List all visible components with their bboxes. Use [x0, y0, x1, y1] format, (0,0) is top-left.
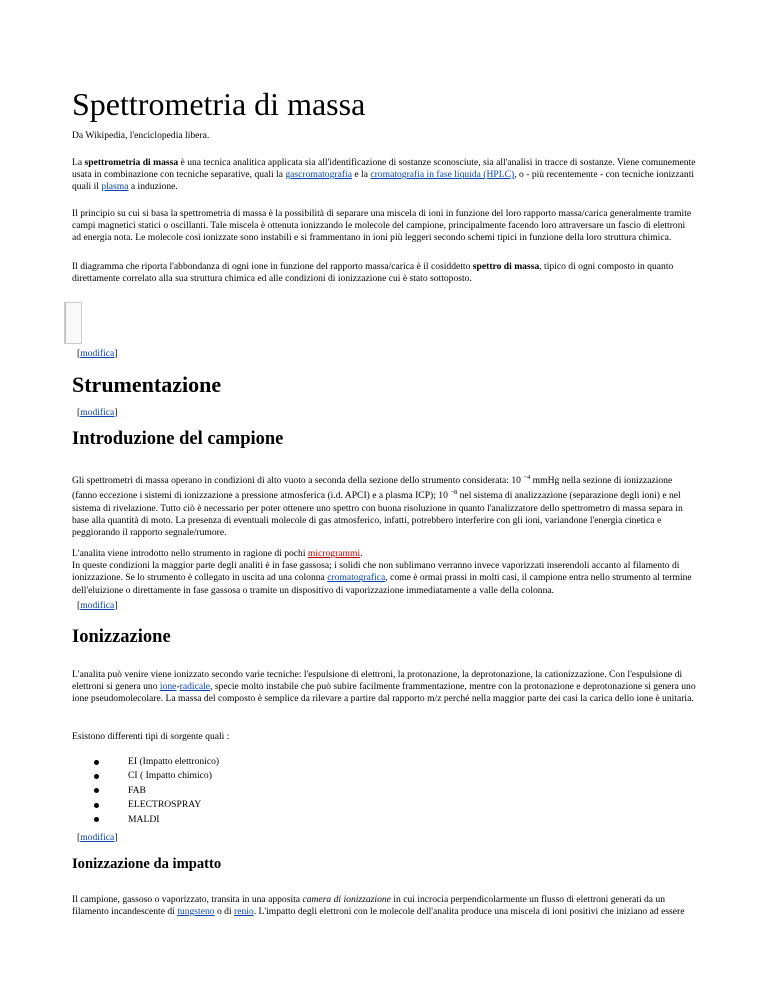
edit-link-container: [modifica]: [77, 407, 118, 418]
impatto-paragraph-1: Il campione, gassoso o vaporizzato, transita in una apposita camera di ionizzazione in cui incrocia perpendicolarmente un flusso di elettroni generati da un filamento incandescente di tungsteno o di renio. L'impatto degli elettroni con le molecole dell'analita produce una miscela di ioni positivi che iniziano ad essere: [72, 894, 685, 918]
link-cromatografica[interactable]: cromatografica: [327, 572, 386, 584]
link-tungsteno[interactable]: tungsteno: [177, 906, 215, 918]
bullet-icon: [94, 817, 99, 822]
link-hplc[interactable]: cromatografia in fase liquida (HPLC): [370, 169, 515, 181]
bold-term: spettrometria di massa: [84, 157, 179, 168]
edit-link[interactable]: modifica: [80, 348, 115, 359]
edit-link[interactable]: modifica: [80, 832, 115, 843]
bullet-icon: [94, 760, 99, 765]
list-item: FAB: [72, 784, 372, 798]
ionizzazione-paragraph-2: Esistono differenti tipi di sorgente quali :: [72, 731, 230, 742]
link-gascromatografia[interactable]: gascromatografia: [285, 169, 352, 181]
introduzione-paragraph-2: L'analita viene introdotto nello strumento in ragione di pochi microgrammi. In queste condizioni la maggior parte degli analiti è in fase gassosa; i solidi che non sublimano verranno invece vaporizzati inserendoli accanto al filamento di ionizzazione. Se lo strumento è collegato in uscita ad una colonna cromatografica, come è ormai prassi in molti casi, il campione entra nello strumento al termine dell'eluizione o direttamente in fase gassosa o tramite un dispositivo di vaporizzazione immediatamente a valle della colonna.: [72, 548, 692, 596]
section-heading-impatto: Ionizzazione da impatto: [72, 856, 222, 872]
intro-paragraph-3: Il diagramma che riporta l'abbondanza di ogni ione in funzione del rapporto massa/carica è il cosiddetto spettro di massa, tipico di ogni composto in quanto direttamente correlato alla sua struttura chimica ed alle condizioni di ionizzazione cui è stato sottoposto.: [72, 261, 674, 285]
section-heading-strumentazione: Strumentazione: [72, 372, 222, 397]
image-placeholder: [64, 302, 82, 344]
link-microgrammi[interactable]: microgrammi: [307, 548, 361, 559]
edit-link-container: [modifica]: [77, 832, 118, 843]
ionizzazione-paragraph-1: L'analita può venire viene ionizzato secondo varie tecniche: l'espulsione di elettroni, la protonazione, la deprotonazione, la cationizzazione. Con l'espulsione di elettroni si genera uno ione-radicale, specie molto instabile che può subire facilmente frammentazione, mentre con la protonazione e deprotonazione si genera uno ione pseudomolecolare. La massa del composto è semplice da rilevare a partire dal rapporto m/z perché nella maggior parte dei casi la carica dello ione è unitaria.: [72, 669, 696, 705]
page-title: Spettrometria di massa: [72, 86, 366, 122]
bullet-icon: [94, 803, 99, 808]
list-item: MALDI: [72, 813, 372, 827]
list-item: EI (Impatto elettronico): [72, 755, 372, 769]
bold-term: spettro di massa: [472, 261, 540, 272]
list-item: CI ( Impatto chimico): [72, 769, 372, 783]
edit-link-container: [modifica]: [77, 600, 118, 611]
link-ione[interactable]: ione: [159, 681, 177, 693]
sources-list: [72, 755, 372, 827]
link-renio[interactable]: renio: [234, 906, 254, 918]
section-heading-introduzione: Introduzione del campione: [72, 429, 284, 449]
link-radicale[interactable]: radicale: [179, 681, 211, 693]
edit-link-container: [modifica]: [77, 348, 118, 359]
introduzione-paragraph-1: Gli spettrometri di massa operano in condizioni di alto vuoto a seconda della sezione dello strumento considerata: 10 $^{-4}$ mmHg nella sezione di ionizzazione (fanno eccezione i sistemi di ionizzazione a pressione atmosferica (i.d. APCI) e a plasma ICP); 10 $^{-8}$ nel sistema di analizzazione (separazione degli ioni) e nel sistema di rivelazione. Tutto ciò è necessario per poter ottenere uno spettro con buona risoluzione in quanto l'analizzatore dello spettrometro di massa separa in base alla quantità di moto. La presenza di eventuali molecole di gas atmosferico, infatti, potrebbero interferire con gli ioni, variandone l'energia cinetica e peggiorando il rapporto segnale/rumore.: [72, 474, 683, 539]
page-subtitle: Da Wikipedia, l'enciclopedia libera.: [72, 130, 210, 141]
intro-paragraph-1: La spettrometria di massa è una tecnica analitica applicata sia all'identificazione di sostanze sconosciute, sia all'analisi in tracce di sostanze. Viene comunemente usata in combinazione con tecniche separative, quali la gascromatografia e la cromatografia in fase liquida (HPLC), o - più recentemente - con tecniche ionizzanti quali il plasma a induzione.: [72, 157, 696, 193]
link-plasma[interactable]: plasma: [101, 181, 129, 193]
edit-link[interactable]: modifica: [80, 600, 115, 611]
list-item: ELECTROSPRAY: [72, 798, 372, 812]
bullet-icon: [94, 774, 99, 779]
bullet-icon: [94, 788, 99, 793]
intro-paragraph-2: Il principio su cui si basa la spettrometria di massa è la possibilità di separare una miscela di ioni in funzione del loro rapporto massa/carica generalmente tramite campi magnetici statici o oscillanti. Tale miscela è ottenuta ionizzando le molecole del campione, principalmente facendo loro attraversare un fascio di elettroni ad energia nota. Le molecole così ionizzate sono instabili e si frammentano in ioni più leggeri secondo schemi tipici in funzione della loro struttura chimica.: [72, 208, 692, 244]
edit-link[interactable]: modifica: [80, 407, 115, 418]
section-heading-ionizzazione: Ionizzazione: [72, 627, 171, 647]
